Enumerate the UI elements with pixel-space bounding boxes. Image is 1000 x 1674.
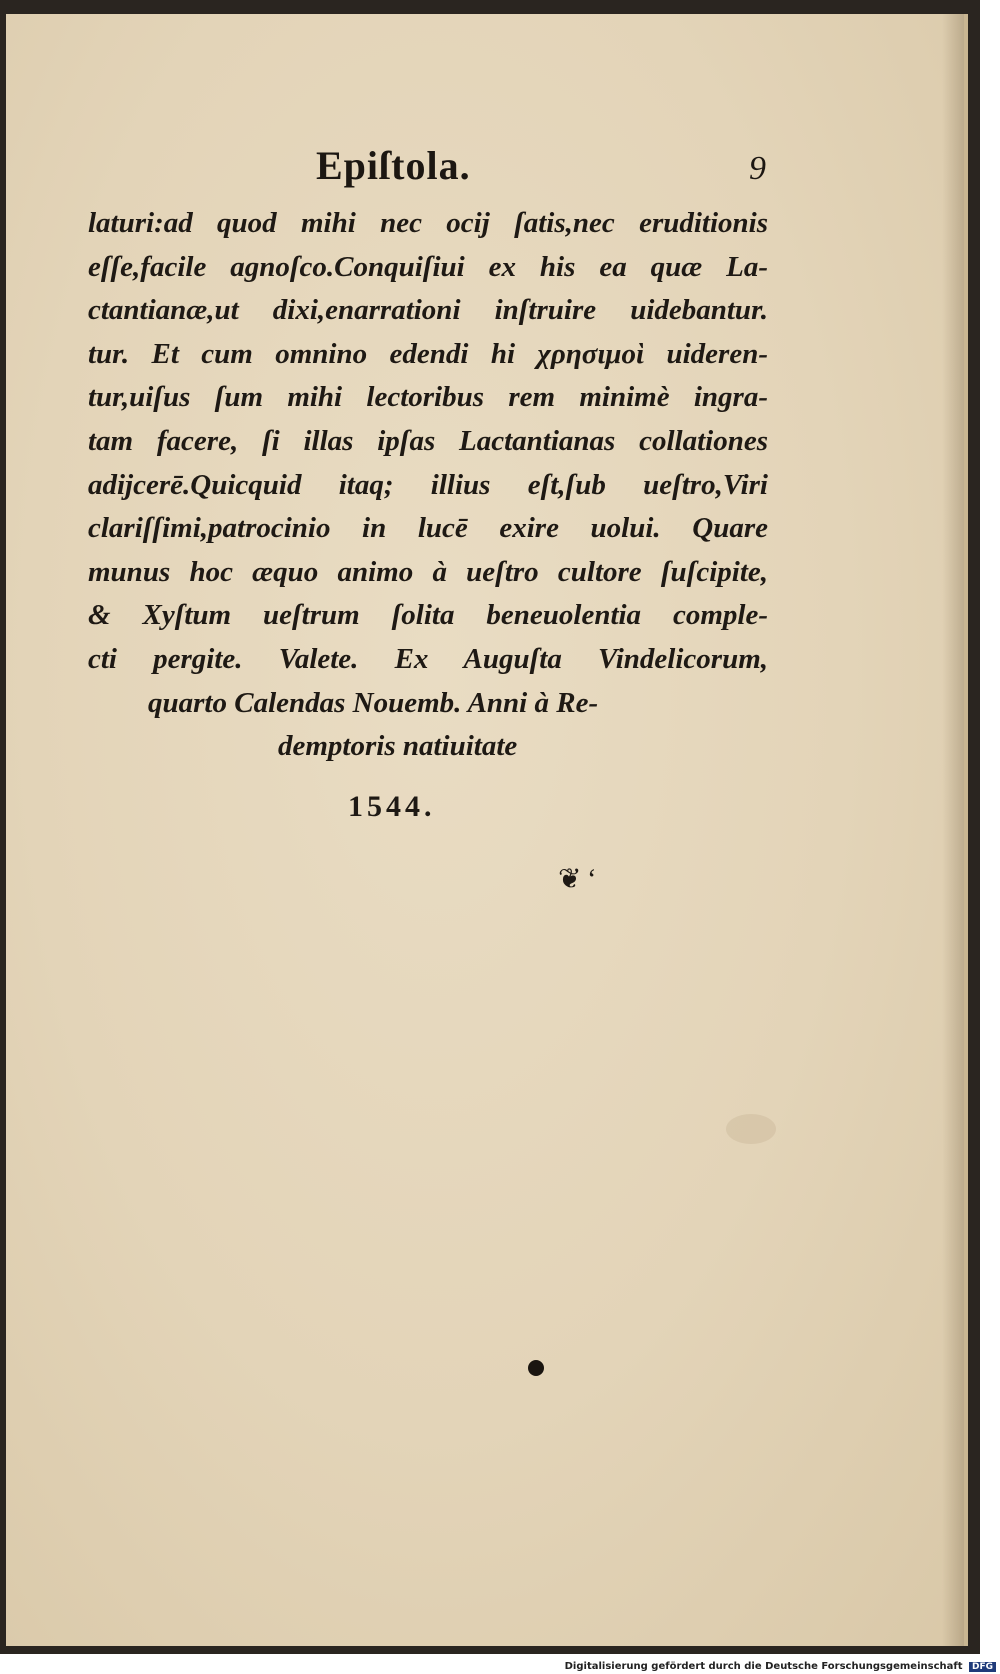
text-line: laturi:ad quod mihi nec ocij ſatis,nec eruditionis xyxy=(88,207,768,239)
text-line: tam facere, ſi illas ipſas Lactantianas collationes xyxy=(88,424,768,457)
running-head: Epiſtola. xyxy=(316,143,471,188)
digitization-credit xyxy=(565,1661,996,1672)
book-page xyxy=(6,14,968,1646)
text-line: cti pergite. Valete. Ex Auguſta Vindelicorum, xyxy=(88,642,768,675)
text-line: quarto Calendas Nouemb. Anni à Re- xyxy=(148,686,599,719)
text-line: tur,uiſus ſum mihi lectoribus rem minimè ingra- xyxy=(88,381,768,414)
catchword-ornament: ❦ ʻ xyxy=(558,864,597,895)
page-header xyxy=(306,142,766,192)
text-line: demptoris natiuitate xyxy=(278,730,518,763)
text-line: eſſe,facile agnoſco.Conquiſiui ex his ea quæ La- xyxy=(88,250,768,283)
text-line: & Xyſtum ueſtrum ſolita beneuolentia comple- xyxy=(88,599,768,632)
text-line: ctantianæ,ut dixi,enarrationi inſtruire uidebantur. xyxy=(88,294,768,327)
paper-stain xyxy=(726,1114,776,1144)
page-number: 9 xyxy=(749,150,766,187)
text-line: adijcerē.Quicquid itaq; illius eſt,ſub ueſtro,Viri xyxy=(88,468,768,501)
text-line: munus hoc æquo animo à ueſtro cultore ſuſcipite, xyxy=(88,555,768,588)
credit-text: Digitalisierung gefördert durch die Deutsche Forschungsgemeinschaft xyxy=(564,1661,963,1672)
text-line: clariſſimi,patrocinio in lucē exire uolui. Quare xyxy=(88,512,768,545)
text-line: tur. Et cum omnino edendi hi χρησιμοὶ uideren- xyxy=(88,337,768,370)
letter-text xyxy=(88,202,768,769)
ink-dot xyxy=(528,1360,544,1376)
dfg-logo: DFG xyxy=(969,1662,996,1672)
date-year: 1544. xyxy=(348,790,436,823)
